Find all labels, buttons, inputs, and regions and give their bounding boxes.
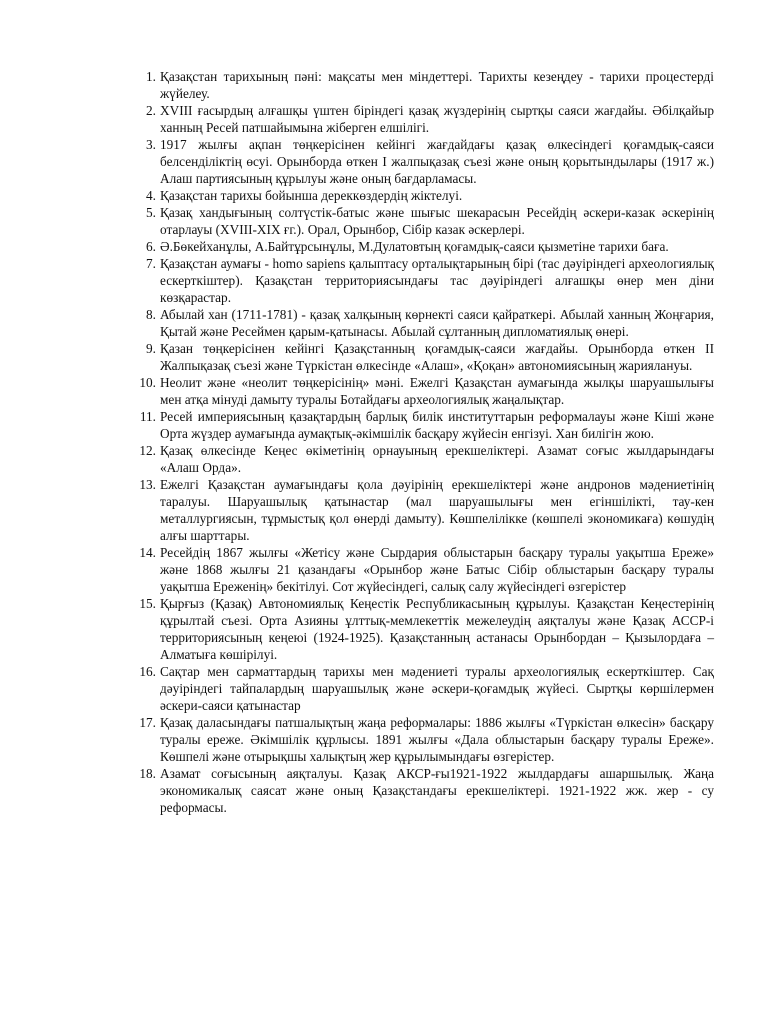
list-item-number: 9. (146, 341, 156, 356)
list-item-number: 4. (146, 188, 156, 203)
list-item-text: Неолит және «неолит төңкерісінің» мәні. Ежелгі Қазақстан аумағында жылқы шаруашылығы мен атқа мінуді дамыту туралы Ботайдағы археологиялық жаңалықтар. (160, 375, 714, 407)
list-item-text: Ежелгі Қазақстан аумағындағы қола дәуірінің ерекшеліктері және андронов мәдениетінің таралуы. Шаруашылық қатынастар (мал шаруашылығы мен егіншілікті, тау-кен металлургиясын, тұрмыстық қол өнерді дамыту). Көшпелілікке (көшпелі экономикаға) көшудің алғы шарттары. (160, 477, 714, 543)
list-item (118, 595, 714, 663)
list-item-text: Қазақ өлкесінде Кеңес өкіметінің орнауының ерекшеліктері. Азамат соғыс жылдарындағы «Алаш Орда». (160, 443, 714, 475)
list-item-number: 6. (146, 239, 156, 254)
list-item-number: 3. (146, 137, 156, 152)
list-item (118, 306, 714, 340)
list-item-number: 15. (139, 596, 156, 611)
list-item-number: 14. (139, 545, 156, 560)
list-item (118, 187, 714, 204)
list-item (118, 204, 714, 238)
list-item (118, 255, 714, 306)
list-item-text: Ә.Бөкейханұлы, А.Байтұрсынұлы, М.Дулатовтың қоғамдық-саяси қызметіне тарихи баға. (160, 239, 669, 254)
list-item-number: 7. (146, 256, 156, 271)
exam-question-list (118, 68, 714, 816)
list-item (118, 663, 714, 714)
list-item-number: 18. (139, 766, 156, 781)
list-item (118, 238, 714, 255)
list-item-number: 1. (146, 69, 156, 84)
list-item-number: 10. (139, 375, 156, 390)
list-item (118, 714, 714, 765)
list-item-text: Қазақстан аумағы - homo sapiens қалыптасу орталықтарының бірі (тас дәуіріндегі археологиялық ескерткіштер). Қазақстан территориясындағы тас дәуіріндегі алғашқы өнер мен діни көзқарастар. (160, 256, 714, 305)
list-item (118, 136, 714, 187)
list-item-text: Қырғыз (Қазақ) Автономиялық Кеңестік Республикасының құрылуы. Қазақстан Кеңестерінің құрылтай съезі. Орта Азияны ұлттық-мемлекеттік межелеудің аяқталуы және Қазақ АССР-і территориясының кеңеюі (1924-1925). Қазақстанның астанасы Орынбордан – Қызылордаға – Алматыға көшірілуі. (160, 596, 714, 662)
list-item-text: Қазақстан тарихы бойынша дереккөздердің жіктелуі. (160, 188, 463, 203)
list-item-text: Қазан төңкерісінен кейінгі Қазақстанның қоғамдық-саяси жағдайы. Орынборда өткен II Жалпықазақ съезі және Түркістан өлкесінде «Алаш», «Қоқан» автономиясының жариялануы. (160, 341, 714, 373)
list-item-number: 16. (139, 664, 156, 679)
list-item-number: 12. (139, 443, 156, 458)
list-item-number: 11. (139, 409, 156, 424)
list-item-number: 13. (139, 477, 156, 492)
list-item-text: Ресей империясының қазақтардың барлық билік институттарын реформалауы және Кіші және Орта жүздер аумағында аумақтық-әкімшілік басқару жүйесін енгізуі. Хан билігін жою. (160, 409, 714, 441)
list-item-text: Абылай хан (1711-1781) - қазақ халқының көрнекті саяси қайраткері. Абылай ханның Жоңғария, Қытай және Ресеймен қарым-қатынасы. Абылай сұлтанның дипломатиялық өнері. (160, 307, 714, 339)
list-item-text: Қазақстан тарихының пәні: мақсаты мен міндеттері. Тарихты кезеңдеу - тарихи процестерді жүйелеу. (160, 69, 714, 101)
list-item-number: 5. (146, 205, 156, 220)
list-item-number: 8. (146, 307, 156, 322)
list-item (118, 544, 714, 595)
list-item (118, 765, 714, 816)
list-item (118, 442, 714, 476)
list-item-text: Қазақ хандығының солтүстік-батыс және шығыс шекарасын Ресейдің әскери-казак әскерінің отарлауы (XVIII-XIX ғг.). Орал, Орынбор, Сібір казак әскерлері. (160, 205, 714, 237)
list-item-text: Азамат соғысының аяқталуы. Қазақ АКСР-ғы1921-1922 жылдардағы ашаршылық. Жаңа экономикалық саясат және оның Қазақстандағы ерекшеліктері. 1921-1922 жж. жер - су реформасы. (160, 766, 714, 815)
list-item-text: Ресейдің 1867 жылғы «Жетісу және Сырдария облыстарын басқару туралы уақытша Ереже» және 1868 жылғы 21 қазандағы «Орынбор және Батыс Сібір облыстарын басқару туралы уақытша Ереженің» бекітілуі. Сот жүйесіндегі, салық салу жүйесіндегі өзгерістер (160, 545, 714, 594)
list-item (118, 408, 714, 442)
list-item (118, 68, 714, 102)
list-item-number: 17. (139, 715, 156, 730)
list-item-text: Сақтар мен сарматтардың тарихы мен мәдениеті туралы археологиялық ескерткіштер. Сақ дәуіріндегі тайпалардың шаруашылық және әскери-қоғамдық жүйесі. Сыртқы көршілермен әскери-саяси қатынастар (160, 664, 714, 713)
list-item-text: Қазақ даласындағы патшалықтың жаңа реформалары: 1886 жылғы «Түркістан өлкесін» басқару туралы ереже. Әкімшілік құрлысы. 1891 жылғы «Дала облыстарын басқару туралы Ереже». Көшпелі және отырықшы халықтың жер құрылымындағы өзгерістер. (160, 715, 714, 764)
list-item-text: 1917 жылғы ақпан төңкерісінен кейінгі жағдайдағы қазақ өлкесіндегі қоғамдық-саяси белсенділіктің өсуі. Орынборда өткен I жалпықазақ съезі және оның қорытындылары (1917 ж.) Алаш партиясының құрылуы және оның бағдарламасы. (160, 137, 714, 186)
list-item-text: XVIII ғасырдың алғашқы үштен біріндегі қазақ жүздерінің сыртқы саяси жағдайы. Әбілқайыр ханның Ресей патшайымына жіберген елшілігі. (160, 103, 714, 135)
list-item-number: 2. (146, 103, 156, 118)
list-item (118, 102, 714, 136)
list-item (118, 374, 714, 408)
list-item (118, 340, 714, 374)
list-item (118, 476, 714, 544)
